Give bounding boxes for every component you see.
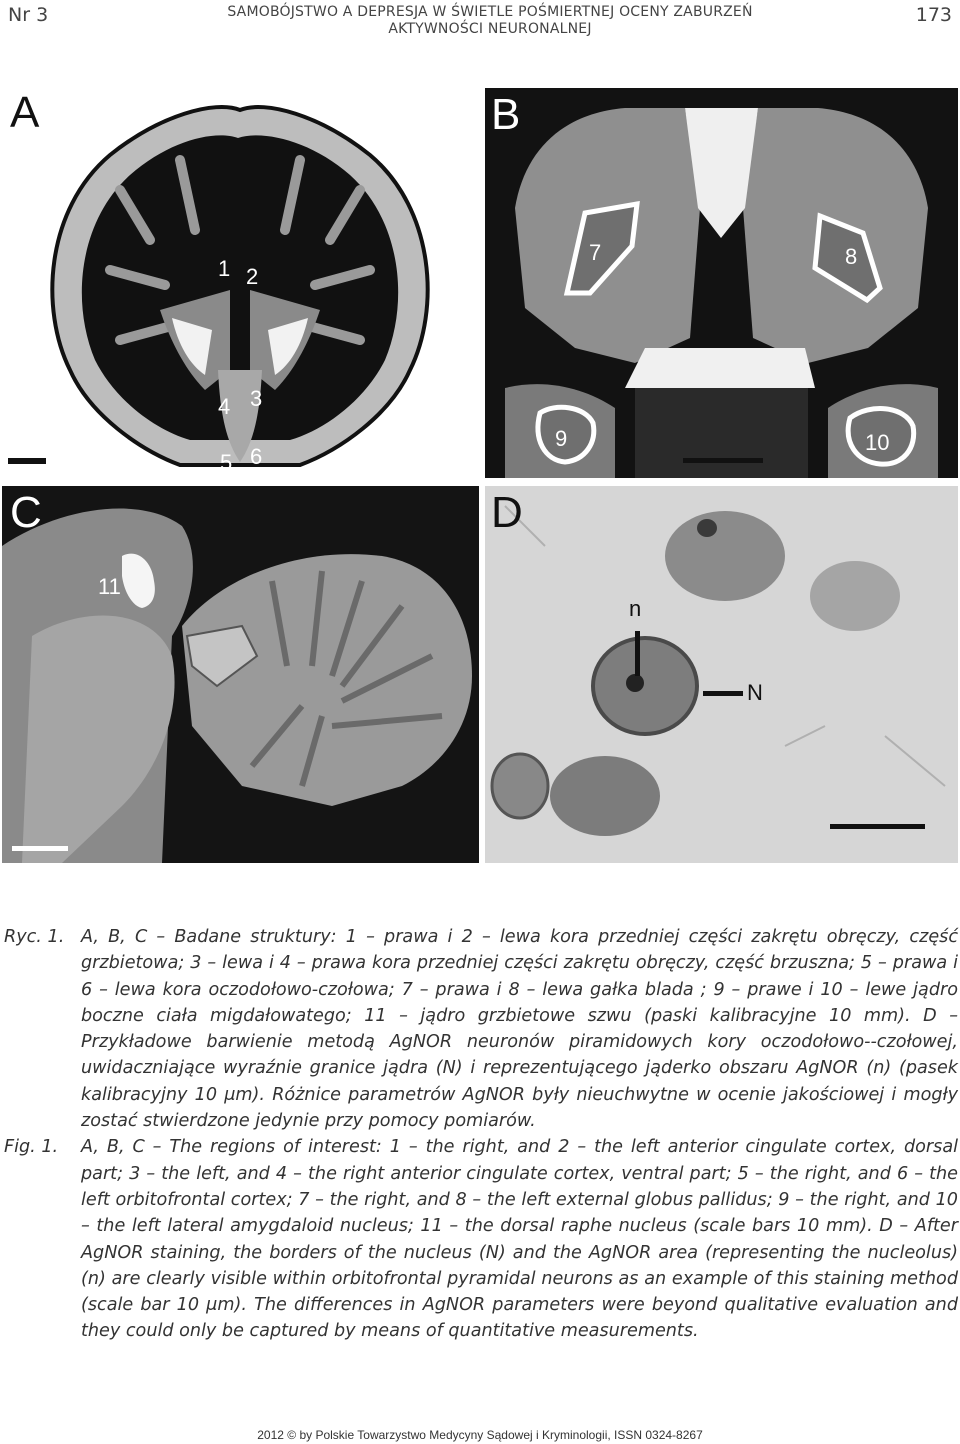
caption-english <box>4 1134 958 1344</box>
region-label-10: 10 <box>865 430 890 455</box>
figure-panel-c <box>2 486 479 863</box>
region-label-5: 5 <box>220 450 233 475</box>
nucleus-label-N: N <box>747 680 763 705</box>
caption-polish <box>4 924 958 1134</box>
nucleolus-label-n: n <box>629 596 642 621</box>
running-title <box>180 4 800 38</box>
running-title-line-2: AKTYWNOŚCI NEURONALNEJ <box>388 21 592 37</box>
caption-polish-text: A, B, C – Badane struktury: 1 – prawa i 2 – lewa kora przedniej części zakrętu obręczy, część grzbietowa; 3 – lewa i 4 – prawa kora przedniej części zakrętu obręczy, część brzuszna; 5 – prawa i 6 – lewa kora oczodołowo-czołowa; 7 – prawa i 8 – lewa gałka blada ; 9 – prawe i 10 – lewe jądro boczne ciała migdałowatego; 11 – jądro grzbietowe szwu (paski kalibracyjne 10 mm). D – Przykładowe barwienie metodą AgNOR neuronów piramidowych kory oczodołowo--czołowej, uwidaczniające wyraźnie granice jądra (N) i reprezentującego jąderko obszaru AgNOR (n) (pasek kalibracyjny 10 μm). Różnice parametrów AgNOR były nieuchwytne w ocenie jakościowej i mogły zostać stwierdzone jedynie przy pomocy pomiarów. <box>81 927 958 1132</box>
figure-caption <box>4 924 958 1345</box>
figure-panel-d <box>485 486 958 863</box>
region-label-11: 11 <box>98 574 121 599</box>
region-label-4: 4 <box>218 394 231 419</box>
panel-letter-a: A <box>10 88 40 137</box>
region-label-3: 3 <box>250 386 263 411</box>
region-label-8: 8 <box>845 244 858 269</box>
panel-letter-b: B <box>491 90 521 139</box>
running-title-line-1: SAMOBÓJSTWO A DEPRESJA W ŚWIETLE POŚMIERTNEJ OCENY ZABURZEŃ <box>227 4 753 20</box>
page-number: 173 <box>915 4 952 26</box>
region-label-6: 6 <box>250 444 263 469</box>
region-label-1: 1 <box>218 256 231 281</box>
caption-polish-label: Ryc. 1. <box>4 927 65 947</box>
panel-letter-c: C <box>10 488 42 537</box>
brainstem-section-image <box>2 486 479 863</box>
figure-panel-a <box>0 70 480 480</box>
caption-english-label: Fig. 1. <box>4 1137 59 1158</box>
copyright-footer: 2012 © by Polskie Towarzystwo Medycyny Sądowej i Kryminologii, ISSN 0324-8267 <box>257 1428 703 1442</box>
basal-ganglia-section-image <box>485 88 958 478</box>
region-label-9: 9 <box>555 426 568 451</box>
figure-panel-b <box>485 88 958 478</box>
caption-english-text: A, B, C – The regions of interest: 1 – the right, and 2 – the left anterior cingulate cortex, dorsal part; 3 – the left, and 4 – the right anterior cingulate cortex, ventral part; 5 – the right, and 6 – the left orbitofrontal cortex; 7 – the right, and 8 – the left external globus pallidus; 9 – the right, and 10 – the left lateral amygdaloid nucleus; 11 – the dorsal raphe nucleus (scale bars 10 mm). D – After AgNOR staining, the borders of the nucleus (N) and the AgNOR area (representing the nucleolus) (n) are clearly visible within orbitofrontal pyramidal neurons as an example of this staining method (scale bar 10 μm). The differences in AgNOR parameters were beyond qualitative evaluation and they could only be captured by means of quantitative measurements. <box>81 1137 958 1342</box>
brain-coronal-section-image <box>0 70 480 480</box>
region-label-2: 2 <box>246 264 259 289</box>
journal-issue-label: Nr 3 <box>8 4 49 26</box>
region-label-7: 7 <box>589 240 602 265</box>
panel-letter-d: D <box>491 488 523 537</box>
agnor-micrograph-image <box>485 486 958 863</box>
